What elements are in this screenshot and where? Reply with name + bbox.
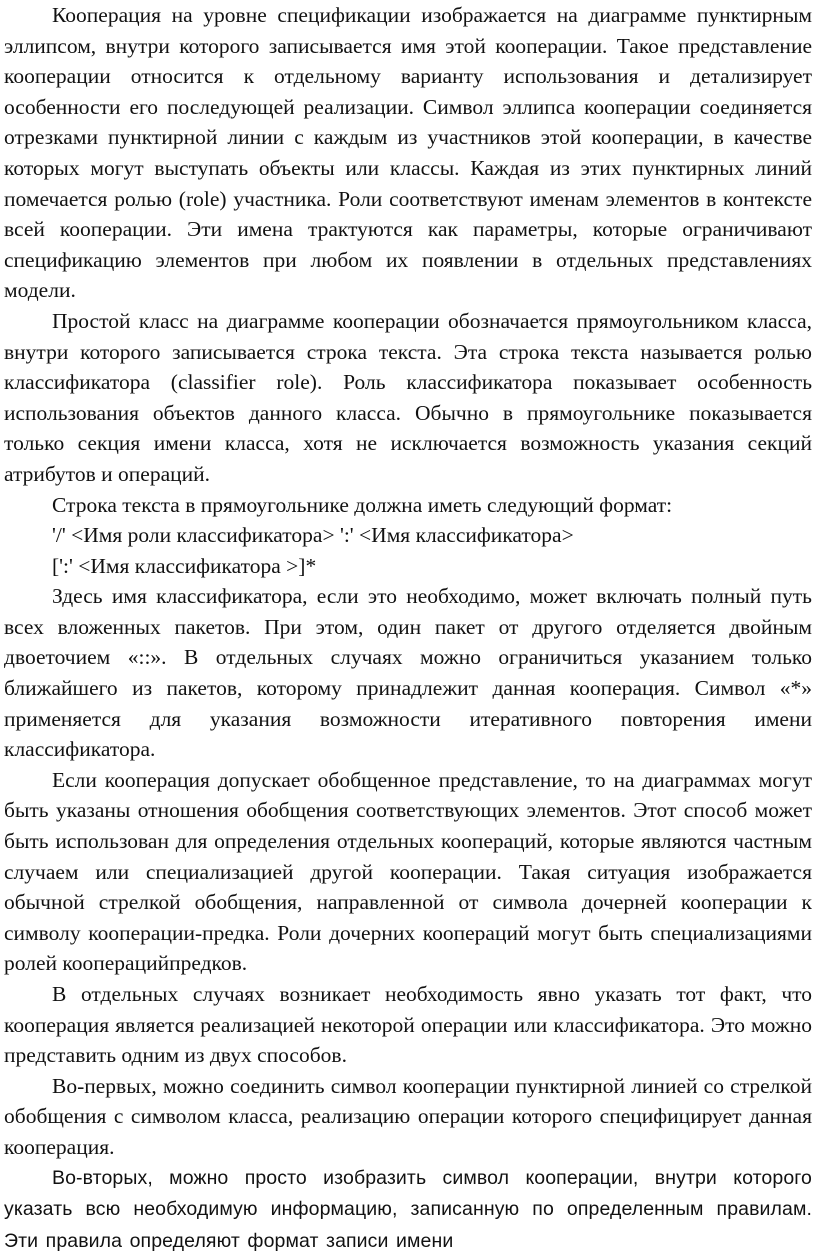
paragraph-collaboration-spec: Кооперация на уровне спецификации изображается на диаграмме пунктирным эллипсом, внутри которого записывается имя этой кооперации. Такое представление кооперации относится к отдельному варианту использования и детализирует особенности его последующей реализации. Символ эллипса кооперации соединяется отрезками пунктирной линии с каждым из участников этой кооперации, в качестве которых могут выступать объекты или классы. Каждая из этих пунктирных линий помечается ролью (role) участника. Роли соответствуют именам элементов в контексте всей кооперации. Эти имена трактуются как параметры, которые ограничивают спецификацию элементов при любом их появлении в отдельных представлениях модели. xyxy=(4,3,812,303)
paragraph-first-way: Во-первых, можно соединить символ кооперации пунктирной линией со стрелкой обобщения с символом класса, реализацию операции которого специфицирует данная кооперация. xyxy=(4,1073,812,1159)
format-line-1: '/' <Имя роли классификатора> ':' <Имя классификатора> xyxy=(52,523,574,548)
paragraph-classifier-path: Здесь имя классификатора, если это необходимо, может включать полный путь всех вложенных пакетов. При этом, один пакет от другого отделяется двойным двоеточием «::». В отдельных случаях можно ограничиться указанием только ближайшего из пакетов, которому принадлежит данная кооперация. Символ «*» применяется для указания возможности итеративного повторения имени классификатора. xyxy=(4,584,812,762)
format-line-2: [':' <Имя классификатора >]* xyxy=(52,553,317,578)
paragraph-second-way: Во-вторых, можно просто изобразить символ кооперации, внутри которого указать всю необходимую информацию, записанную по определенным правилам. Эти правила определяют формат записи имени xyxy=(4,1166,812,1252)
paragraph-generalization: Если кооперация допускает обобщенное представление, то на диаграммах могут быть указаны отношения обобщения соответствующих элементов. Этот способ может быть использован для определения отдельных коопераций, которые являются частным случаем или специализацией другой кооперации. Такая ситуация изображается обычной стрелкой обобщения, направленной от символа дочерней кооперации к символу кооперации-предка. Роли дочерних коопераций могут быть специализациями ролей кооперацийпредков. xyxy=(4,767,812,976)
paragraph-simple-class: Простой класс на диаграмме кооперации обозначается прямоугольником класса, внутри которого записывается строка текста. Эта строка текста называется ролью классификатора (classifier role). Роль классификатора показывает особенность использования объектов данного класса. Обычно в прямоугольнике показывается только секция имени класса, хотя не исключается возможность указания секций атрибутов и операций. xyxy=(4,308,812,486)
paragraph-format-intro: Строка текста в прямоугольнике должна иметь следующий формат: xyxy=(52,492,673,517)
paragraph-realization: В отдельных случаях возникает необходимость явно указать тот факт, что кооперация является реализацией некоторой операции или классификатора. Это можно представить одним из двух способов. xyxy=(4,982,812,1068)
